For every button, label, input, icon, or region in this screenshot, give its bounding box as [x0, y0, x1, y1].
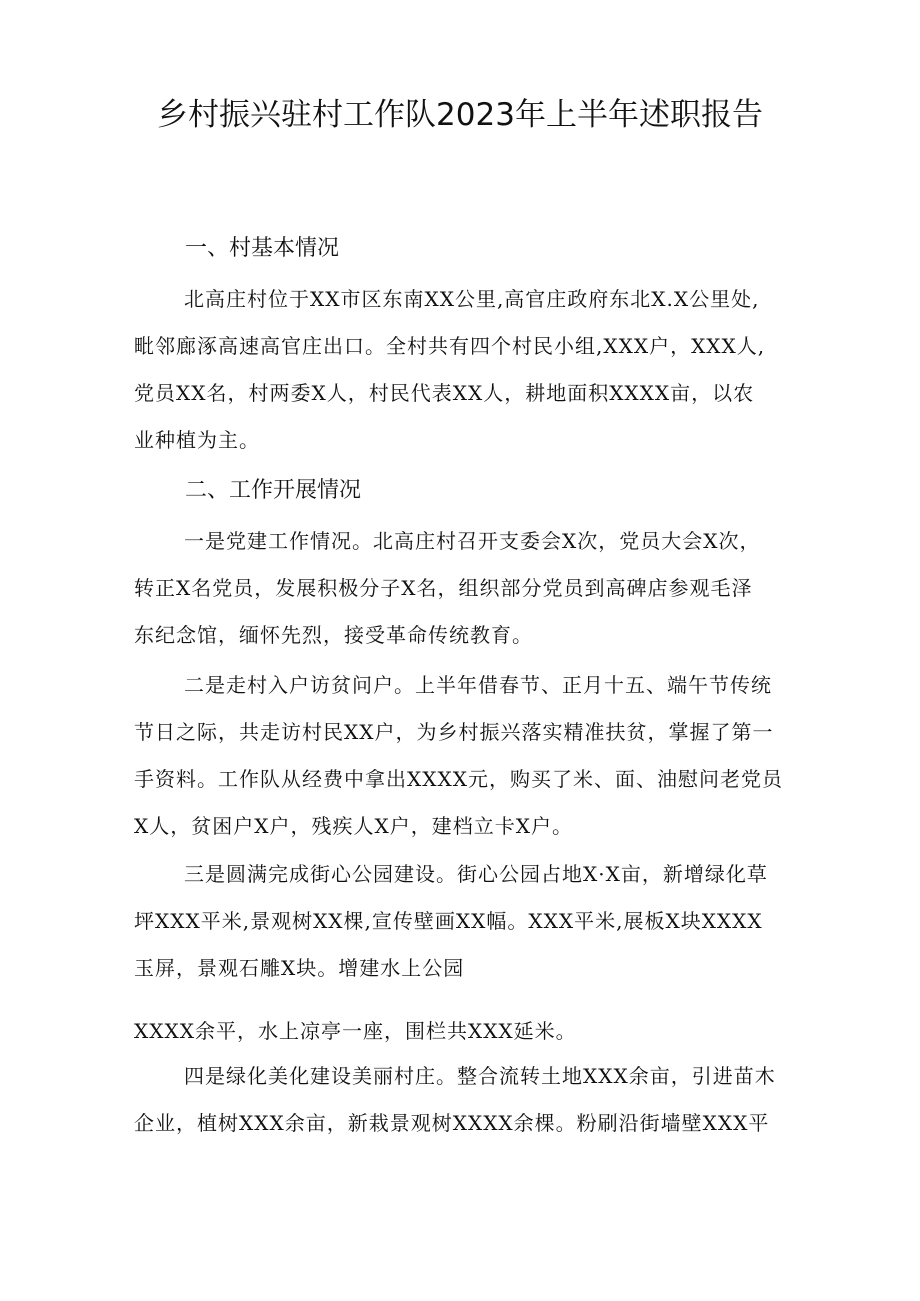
document-title: 乡村振兴驻村工作队2023年上半年述职报告 [157, 97, 763, 133]
paragraph-line: 三是圆满完成街心公园建设。街心公园占地X·X亩，新增绿化草 [184, 862, 768, 886]
paragraph-village-visits [134, 662, 794, 850]
paragraph-line: 坪XXX平米,景观树XX棵,宣传壁画XX幅。XXX平米,展板X块XXXX [134, 909, 763, 933]
paragraph-line: 东纪念馆，缅怀先烈，接受革命传统教育。 [134, 623, 533, 647]
paragraph-greening [134, 1053, 794, 1147]
paragraph-basic-info [134, 276, 794, 464]
paragraph-line: 玉屏，景观石雕X块。增建水上公园 [134, 956, 465, 980]
section-heading-basic-info: 一、村基本情况 [185, 236, 340, 261]
paragraph-line: 四是绿化美化建设美丽村庄。整合流转土地XXX余亩，引进苗木 [184, 1064, 776, 1088]
paragraph-line: 党员XX名，村两委X人，村民代表XX人，耕地面积XXXX亩，以农 [134, 381, 755, 405]
paragraph-line: 毗邻廊涿高速高官庄出口。全村共有四个村民小组,XXX户，XXX人, [134, 334, 766, 358]
paragraph-line: 业种植为主。 [134, 428, 260, 452]
paragraph-line: 北高庄村位于XX市区东南XX公里,高官庄政府东北X.X公里处, [184, 287, 760, 311]
paragraph-water-park [134, 1008, 794, 1055]
paragraph-line: 转正X名党员，发展积极分子X名，组织部分党员到高碑店参观毛泽 [134, 576, 753, 600]
paragraph-line: 企业，植树XXX余亩，新栽景观树XXXX余棵。粉刷沿街墙壁XXX平 [134, 1111, 770, 1135]
paragraph-park-construction [134, 851, 794, 992]
paragraph-line: 手资料。工作队从经费中拿出XXXX元，购买了米、面、油慰问老党员 [134, 767, 783, 791]
paragraph-line: 二是走村入户访贫问户。上半年借春节、正月十五、端午节传统 [184, 673, 772, 697]
paragraph-line: X人，贫困户X户，残疾人X户，建档立卡X户。 [134, 814, 573, 838]
paragraph-line: XXXX余平，水上凉亭一座，围栏共XXX延米。 [134, 1019, 577, 1043]
paragraph-party-building [134, 518, 794, 659]
paragraph-line: 节日之际，共走访村民XX户，为乡村振兴落实精准扶贫，掌握了第一 [134, 720, 774, 744]
section-heading-work-progress: 二、工作开展情况 [185, 478, 362, 503]
paragraph-line: 一是党建工作情况。北高庄村召开支委会X次，党员大会X次， [184, 529, 761, 553]
